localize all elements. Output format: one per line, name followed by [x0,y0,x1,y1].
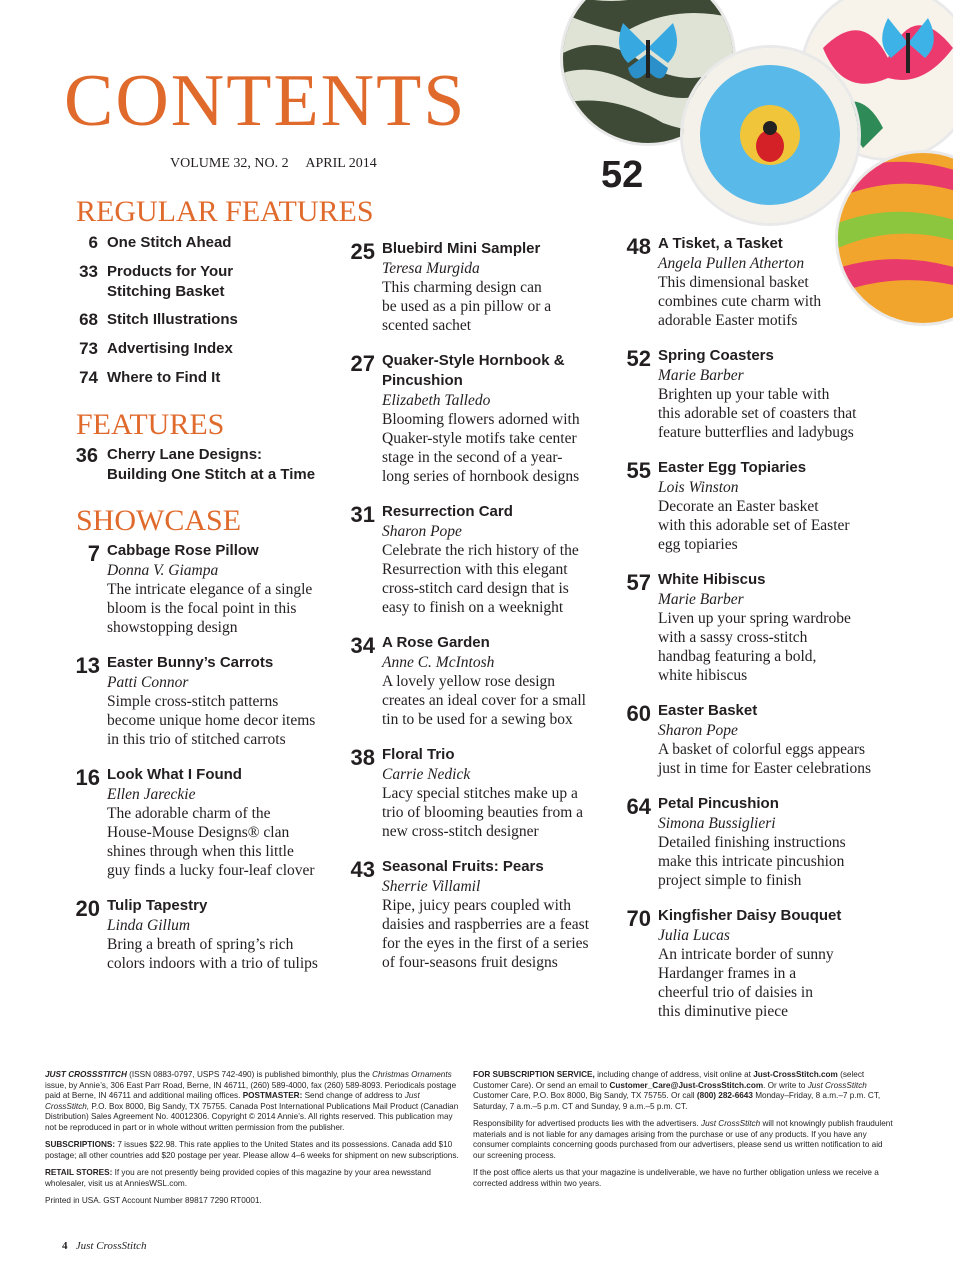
list-item[interactable]: 7 Cabbage Rose Pillow Donna V. Giampa The intricate elegance of a single bloom is the focal point in this showstopping design [87,541,313,636]
list-item[interactable]: 31 Resurrection Card Sharon Pope Celebrate the rich history of the Resurrection with this elegant cross-stitch card design that is easy to finish on a weeknight [350,502,579,616]
list-item[interactable]: 34 A Rose Garden Anne C. McIntosh A lovely yellow rose design creates an ideal cover for a small tin to be used for a sewing box [350,633,586,728]
page-title: CONTENTS [64,60,467,142]
list-item[interactable]: 52 Spring Coasters Marie Barber Brighten up your table with this adorable set of coasters that feature butterflies and ladybugs [626,346,857,441]
subscriptions-info: SUBSCRIPTIONS: 7 issues $22.98. This rate applies to the United States and its possessions. Canada add $10 postage; all other countries add $20 postage per year. Please allow 4–6 weeks for shipment on new subscriptions. [45,1140,459,1160]
list-item[interactable]: 57 White Hibiscus Marie Barber Liven up your spring wardrobe with a sassy cross-stitch handbag featuring a bold, white hibiscus [626,570,851,684]
showcase-column-1 [70,541,340,973]
advertiser-responsibility: Responsibility for advertised products lies with the advertisers. Just CrossStitch will not knowingly publish fraudulent materials and is not liable for any damages arising from the purchase or use of any products. If you have any consumer complaints concerning goods purchased from our advertisers, please send us written notification to aid our screening process. [473,1119,893,1160]
features-list [70,445,350,493]
issue-info [170,156,391,172]
page-folio [62,1240,147,1252]
showcase-column-2 [345,239,620,972]
retail-stores-info: RETAIL STORES: If you are not presently being provided copies of this magazine by your area newsstand wholesaler, visit us at AnniesWSL.com. [45,1168,431,1188]
list-item[interactable]: 64 Petal Pincushion Simona Bussiglieri Detailed finishing instructions make this intricate pincushion project simple to finish [626,794,846,889]
list-item[interactable]: 73 Advertising Index [79,339,233,358]
list-item[interactable]: 27 Quaker-Style Hornbook & Pincushion Elizabeth Talledo Blooming flowers adorned with Quaker-style motifs take center stage in the second of a year- long series of hornbook designs [350,351,580,485]
list-item[interactable]: 55 Easter Egg Topiaries Lois Winston Decorate an Easter basket with this adorable set of Easter egg topiaries [626,458,850,553]
list-item[interactable]: 13 Easter Bunny’s Carrots Patti Connor Simple cross-stitch patterns become unique home decor items in this trio of stitched carrots [75,653,316,748]
list-item[interactable]: 70 Kingfisher Daisy Bouquet Julia Lucas An intricate border of sunny Hardanger frames in a cheerful trio of daisies in this diminutive piece [626,906,842,1020]
folio-page-number: 4 [62,1240,68,1252]
showcase-column-3 [621,234,911,1021]
list-item[interactable]: 33 Products for Your Stitching Basket [79,262,234,300]
coaster-blue-flower-ladybug [680,45,861,226]
list-item[interactable]: 36 Cherry Lane Designs: Building One Stitch at a Time [75,445,316,483]
folio-magazine-name: Just CrossStitch [75,1240,147,1252]
list-item[interactable]: 6 One Stitch Ahead [88,233,232,252]
list-item[interactable]: 74 Where to Find It [79,368,221,387]
volume-number: VOLUME 32, NO. 2 [170,156,289,171]
showcase-heading: SHOWCASE [76,504,242,537]
printed-info: Printed in USA. GST Account Number 89817 7290 RT0001. [45,1196,262,1205]
list-item[interactable]: 38 Floral Trio Carrie Nedick Lacy special stitches make up a trio of blooming beauties from a new cross-stitch designer [350,745,584,840]
features-heading: FEATURES [76,408,225,441]
publication-info [45,1070,465,1214]
customer-care-info: FOR SUBSCRIPTION SERVICE, including change of address, visit online at Just-CrossStitch.com (select Customer Care). Or send an email to Customer_Care@Just-CrossStitch.com. Or write to Just CrossStitch Customer Care, P.O. Box 8000, Big Sandy, TX 75755. Or call (800) 282-6643 Monday–Friday, 8 a.m.–7 p.m. CT, Saturday, 7 a.m.–5 p.m. CT and Sunday, 9 a.m.–5 p.m. CT. [473,1070,881,1111]
list-item[interactable]: 25 Bluebird Mini Sampler Teresa Murgida This charming design can be used as a pin pillow or a scented sachet [350,239,552,334]
regular-features-heading: REGULAR FEATURES [76,195,374,228]
publication-statement: JUST CROSSSTITCH (ISSN 0883-0797, USPS 742-490) is published bimonthly, plus the Christmas Ornaments issue, by Annie’s, 306 East Parr Road, Berne, IN 46711, (260) 589-4000, fax (260) 589-8093. Periodicals postage paid at Berne, IN 46711 and additional mailing offices. POSTMASTER: Send change of address to Just CrossStitch, P.O. Box 8000, Big Sandy, TX 75755. Canada Post International Publications Mail Product (Canadian Distribution) Sales Agreement No. 40012306. Copyright © 2014 Annie’s. All rights reserved. This publication may not be reproduced in part or in whole without written permission from the publisher. [45,1070,459,1132]
regular-features-list [70,233,330,397]
list-item[interactable]: 20 Tulip Tapestry Linda Gillum Bring a breath of spring’s rich colors indoors with a trio of tulips [75,896,318,972]
list-item[interactable]: 43 Seasonal Fruits: Pears Sherrie Villamil Ripe, juicy pears coupled with daisies and raspberries are a feast for the eyes in the first of a series of four-seasons fruit designs [350,857,589,971]
featured-page-number: 52 [601,154,644,196]
subscription-service-info [473,1070,893,1196]
list-item[interactable]: 48 A Tisket, a Tasket Angela Pullen Atherton This dimensional basket combines cute charm with adorable Easter motifs [626,234,822,329]
undeliverable-notice: If the post office alerts us that your magazine is undeliverable, we have no further obligation unless we receive a corrected address within two years. [473,1168,879,1188]
list-item[interactable]: 68 Stitch Illustrations [79,310,238,329]
list-item[interactable]: 60 Easter Basket Sharon Pope A basket of colorful eggs appears just in time for Easter celebrations [626,701,872,777]
list-item[interactable]: 16 Look What I Found Ellen Jareckie The adorable charm of the House-Mouse Designs® clan shines through when this little guy finds a lucky four-leaf clover [75,765,315,879]
issue-date: APRIL 2014 [305,156,377,171]
